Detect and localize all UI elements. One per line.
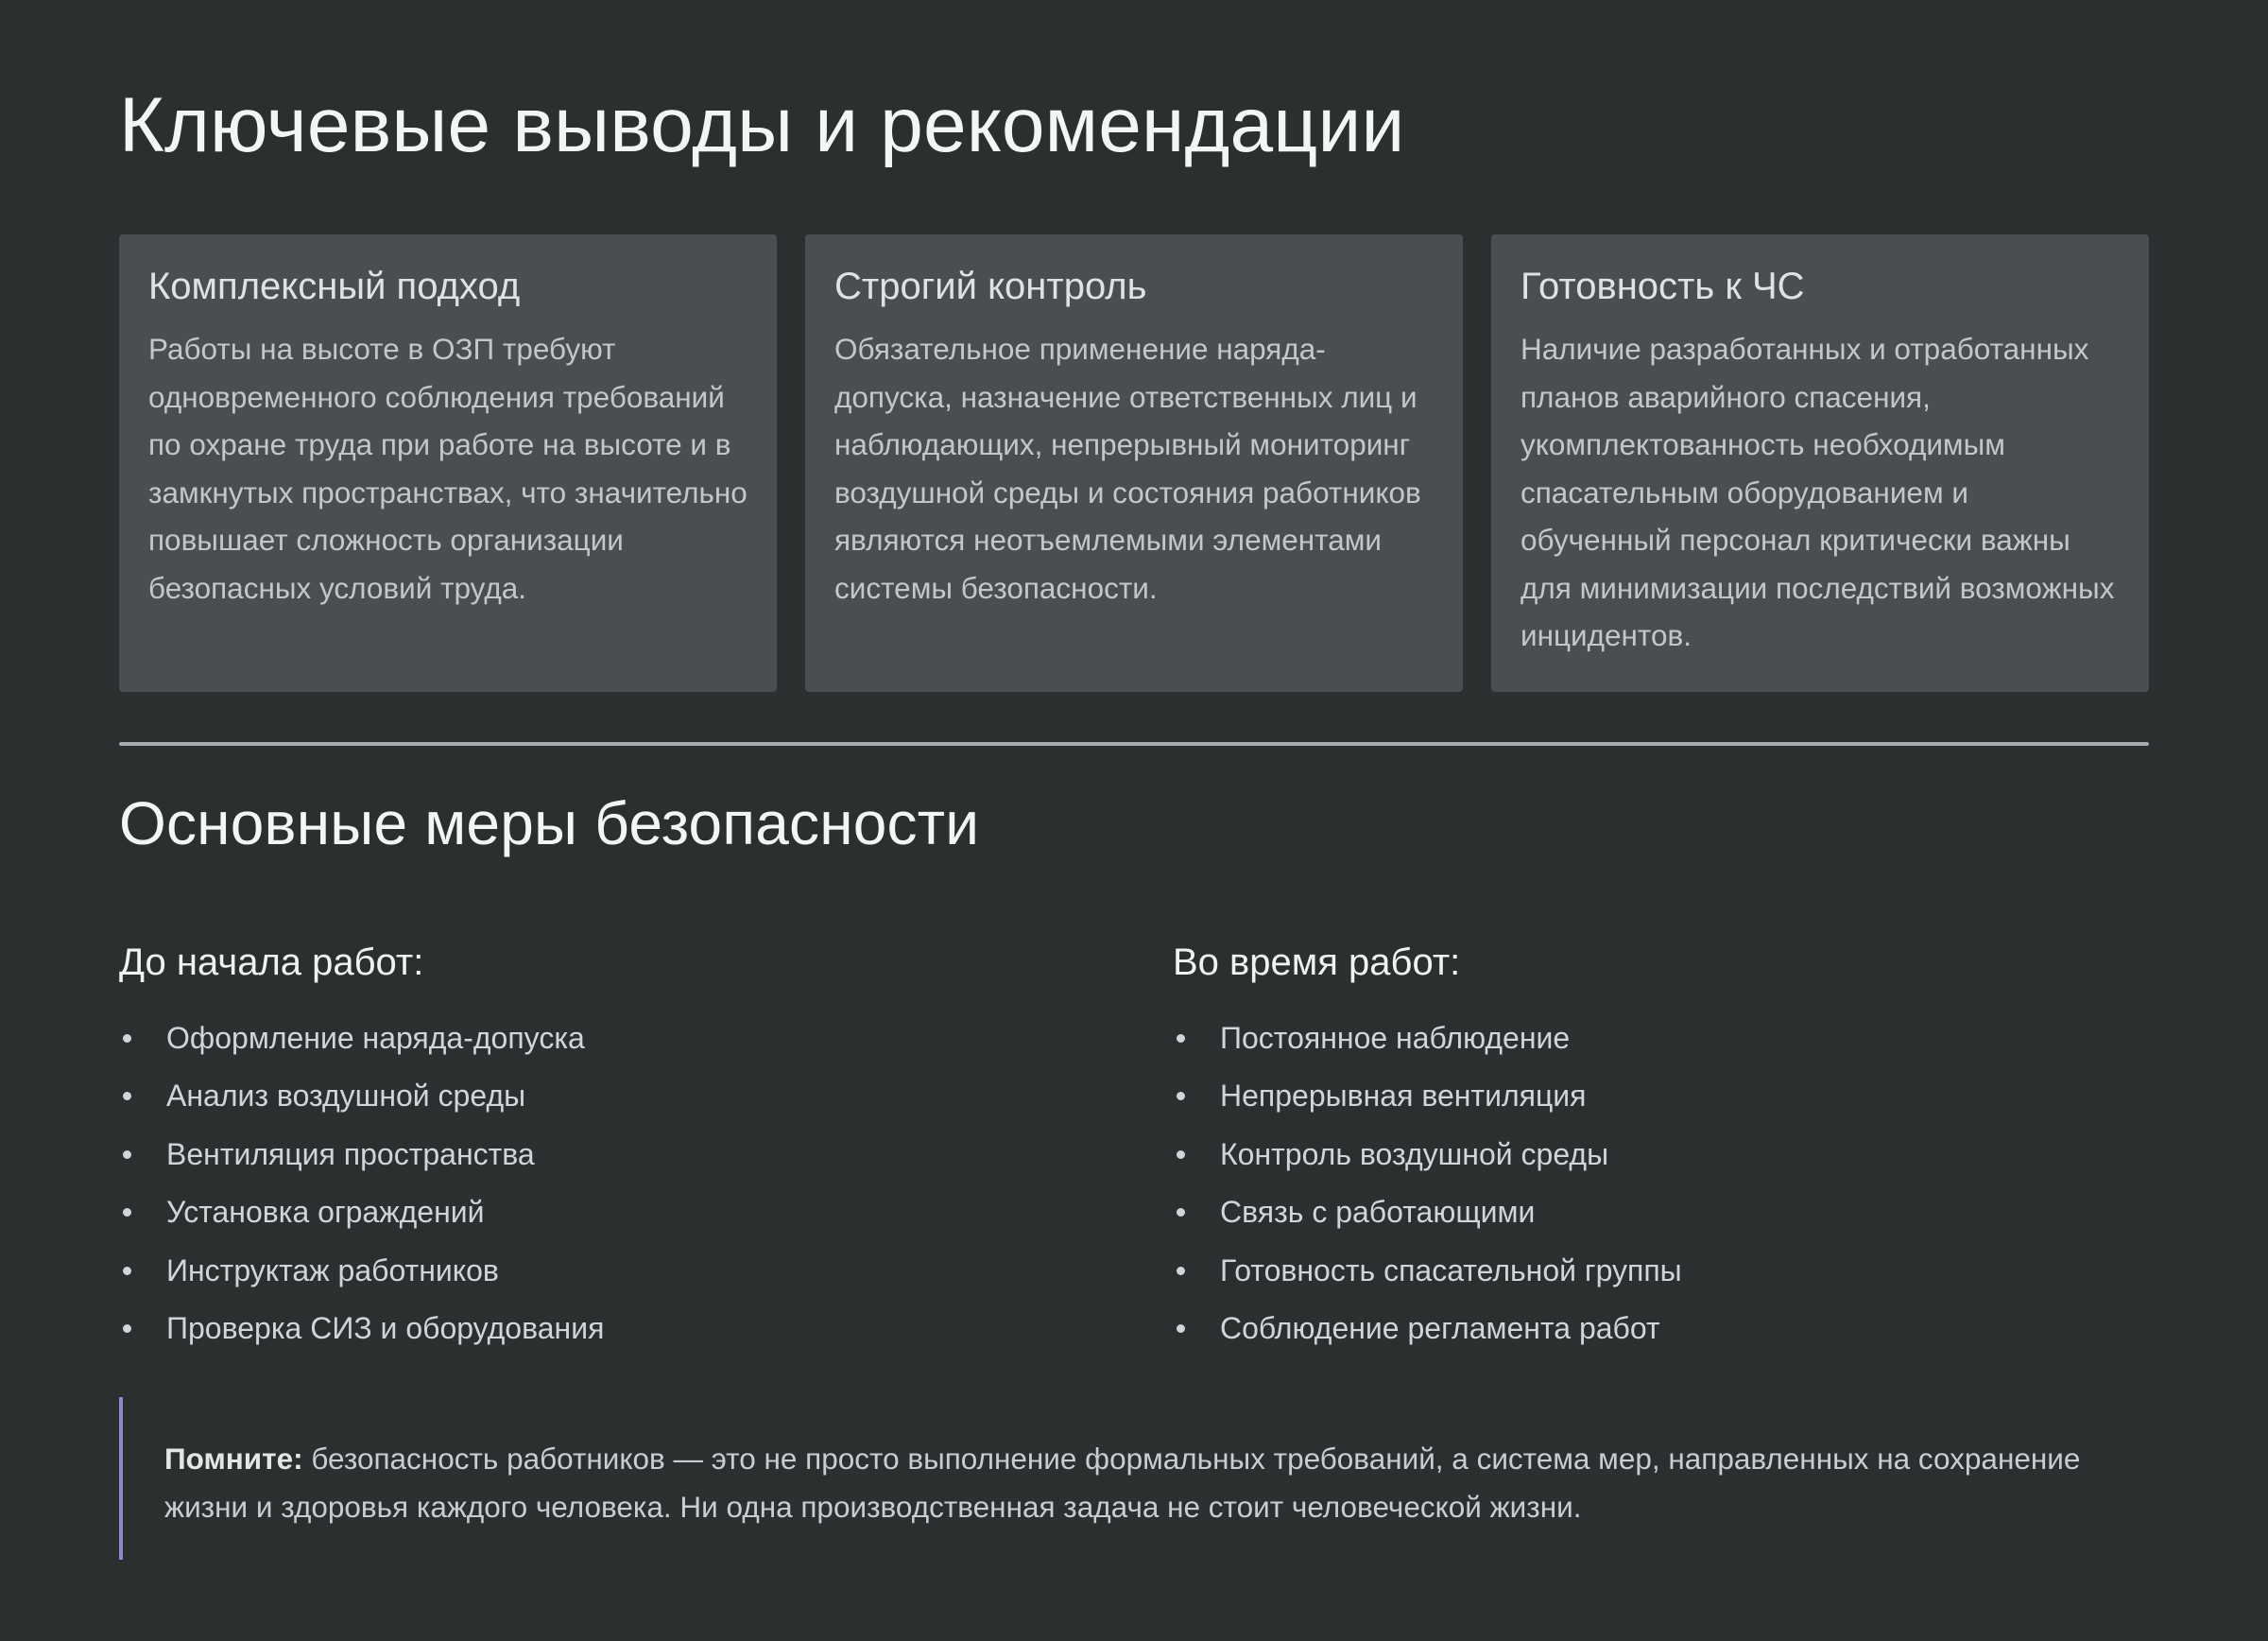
- card-text: Работы на высоте в ОЗП требуют одновременного соблюдения требований по охране труда при работе на высоте и в замкнутых пространствах, что значительно повышает сложность организации безопасных условий труда.: [148, 332, 747, 605]
- list-item: [1173, 1300, 2118, 1357]
- safety-section-title: Основные меры безопасности: [119, 789, 980, 857]
- list-item-text: Инструктаж работников: [166, 1252, 499, 1287]
- bullet-icon: [123, 1092, 131, 1100]
- list-item-text: Вентиляция пространства: [166, 1136, 535, 1171]
- list-item: [119, 1242, 1064, 1300]
- bullet-icon: [123, 1208, 131, 1217]
- bullet-icon: [1177, 1034, 1185, 1043]
- before-work-column: [119, 934, 1064, 1357]
- during-work-title: Во время работ:: [1173, 941, 1461, 983]
- summary-cards: [119, 234, 2149, 692]
- card-text: Наличие разработанных и отработанных планов аварийного спасения, укомплектованность необходимым спасательным оборудованием и обученный персонал критически важны для минимизации последствий возможных инцидентов.: [1521, 332, 2115, 652]
- list-item-text: Анализ воздушной среды: [166, 1079, 526, 1114]
- card-title: Комплексный подход: [148, 266, 521, 307]
- list-item-text: Связь с работающими: [1220, 1195, 1536, 1230]
- card-title: Готовность к ЧС: [1521, 266, 1805, 307]
- during-work-column: [1173, 934, 2118, 1357]
- card-title: Строгий контроль: [834, 266, 1147, 307]
- card-text: Обязательное применение наряда-допуска, назначение ответственных лиц и наблюдающих, непрерывный мониторинг воздушной среды и состояния работников являются неотъемлемыми элементами системы безопасности.: [834, 332, 1421, 605]
- list-item-text: Постоянное наблюдение: [1220, 1021, 1571, 1055]
- list-item: [1173, 1010, 2118, 1067]
- list-item-text: Готовность спасательной группы: [1220, 1252, 1682, 1287]
- card-emergency-readiness: [1491, 234, 2149, 692]
- bullet-icon: [1177, 1092, 1185, 1100]
- list-item-text: Контроль воздушной среды: [1220, 1136, 1609, 1171]
- bullet-icon: [123, 1150, 131, 1159]
- list-item: [1173, 1126, 2118, 1183]
- list-item-text: Непрерывная вентиляция: [1220, 1079, 1587, 1114]
- list-item: [119, 1010, 1064, 1067]
- list-item: [1173, 1067, 2118, 1125]
- bullet-icon: [123, 1267, 131, 1275]
- list-item: [119, 1126, 1064, 1183]
- list-item: [119, 1067, 1064, 1125]
- list-item-text: Проверка СИЗ и оборудования: [166, 1311, 605, 1346]
- list-item: [119, 1300, 1064, 1357]
- before-work-list: [119, 1010, 1064, 1357]
- page-title: Ключевые выводы и рекомендации: [119, 82, 1405, 168]
- list-item: [1173, 1183, 2118, 1241]
- reminder-note: [119, 1397, 2149, 1560]
- list-item-text: Установка ограждений: [166, 1195, 485, 1230]
- before-work-title: До начала работ:: [119, 941, 424, 983]
- bullet-icon: [1177, 1150, 1185, 1159]
- card-integrated-approach: [119, 234, 777, 692]
- card-strict-control: [805, 234, 1463, 692]
- bullet-icon: [1177, 1324, 1185, 1333]
- section-divider: [119, 742, 2149, 746]
- bullet-icon: [123, 1034, 131, 1043]
- note-label: Помните:: [164, 1442, 303, 1476]
- note-text: безопасность работников — это не просто выполнение формальных требований, а система мер, направленных на сохранение жизни и здоровья каждого человека. Ни одна производственная задача не стоит человеческой жизни.: [164, 1442, 2081, 1524]
- list-item-text: Оформление наряда-допуска: [166, 1021, 585, 1055]
- during-work-list: [1173, 1010, 2118, 1357]
- bullet-icon: [1177, 1267, 1185, 1275]
- list-item-text: Соблюдение регламента работ: [1220, 1311, 1660, 1346]
- bullet-icon: [1177, 1208, 1185, 1217]
- list-item: [119, 1183, 1064, 1241]
- list-item: [1173, 1242, 2118, 1300]
- bullet-icon: [123, 1324, 131, 1333]
